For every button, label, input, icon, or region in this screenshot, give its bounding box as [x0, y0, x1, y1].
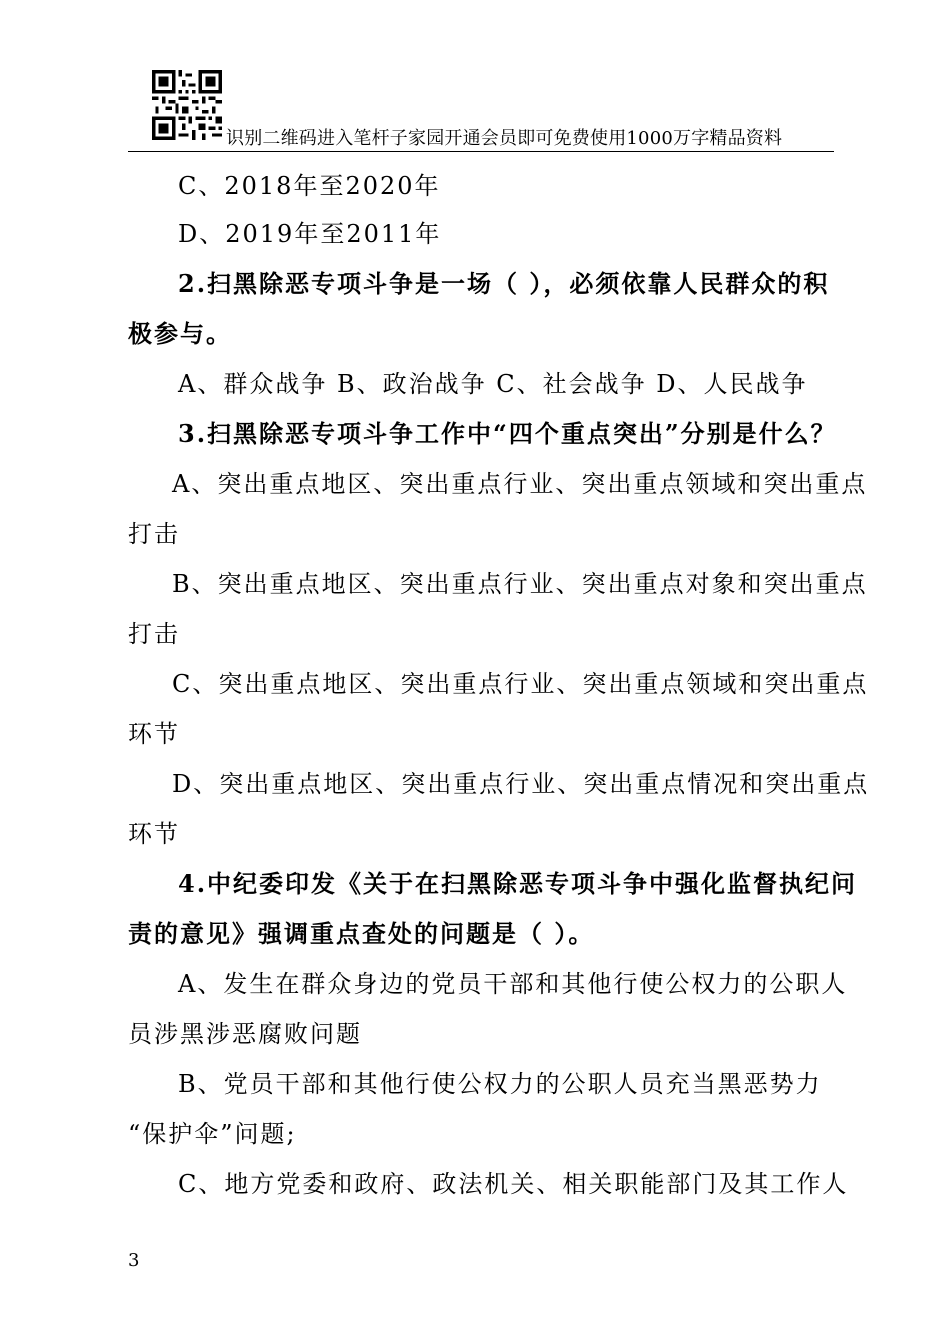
question-2-line-1: 2.扫黑除恶专项斗争是一场（ ），必须依靠人民群众的积: [178, 269, 830, 298]
page-number: 3: [128, 1250, 140, 1271]
question-4-option-b-line-2: “保护伞”问题;: [128, 1120, 297, 1148]
question-4-option-a-line-2: 员涉黑涉恶腐败问题: [128, 1020, 362, 1048]
question-2-line-2: 极参与。: [128, 319, 232, 348]
question-3-option-a-line-2: 打击: [128, 520, 180, 548]
question-3-option-c-line-1: C、突出重点地区、突出重点行业、突出重点领域和突出重点: [172, 670, 869, 698]
question-3-option-d-line-2: 环节: [128, 820, 180, 848]
question-3-option-c-line-2: 环节: [128, 720, 180, 748]
qr-code-icon: [152, 70, 222, 140]
question-3: 3.扫黑除恶专项斗争工作中“四个重点突出”分别是什么？: [178, 419, 837, 448]
header-divider: [128, 151, 834, 152]
question-4-line-1: 4.中纪委印发《关于在扫黑除恶专项斗争中强化监督执纪问: [178, 869, 858, 898]
question-3-option-b-line-1: B、突出重点地区、突出重点行业、突出重点对象和突出重点: [172, 570, 868, 598]
question-2-options: A、群众战争 B、政治战争 C、社会战争 D、人民战争: [178, 370, 808, 398]
question-4-option-c-line-1: C、地方党委和政府、政法机关、相关职能部门及其工作人: [178, 1170, 849, 1198]
question-3-option-d-line-1: D、突出重点地区、突出重点行业、突出重点情况和突出重点: [172, 770, 870, 798]
question-3-option-a-line-1: A、突出重点地区、突出重点行业、突出重点领域和突出重点: [172, 470, 868, 498]
question-4-option-a-line-1: A、发生在群众身边的党员干部和其他行使公权力的公职人: [178, 970, 848, 998]
question-4-line-2: 责的意见》强调重点查处的问题是（ ）。: [128, 919, 595, 948]
question-3-option-b-line-2: 打击: [128, 620, 180, 648]
option-d-prev: D、2019年至2011年: [178, 220, 442, 248]
option-c-prev: C、2018年至2020年: [178, 172, 441, 200]
question-4-option-b-line-1: B、党员干部和其他行使公权力的公职人员充当黑恶势力: [178, 1070, 822, 1098]
header-banner-text: 识别二维码进入笔杆子家园开通会员即可免费使用1000万字精品资料: [226, 128, 783, 149]
